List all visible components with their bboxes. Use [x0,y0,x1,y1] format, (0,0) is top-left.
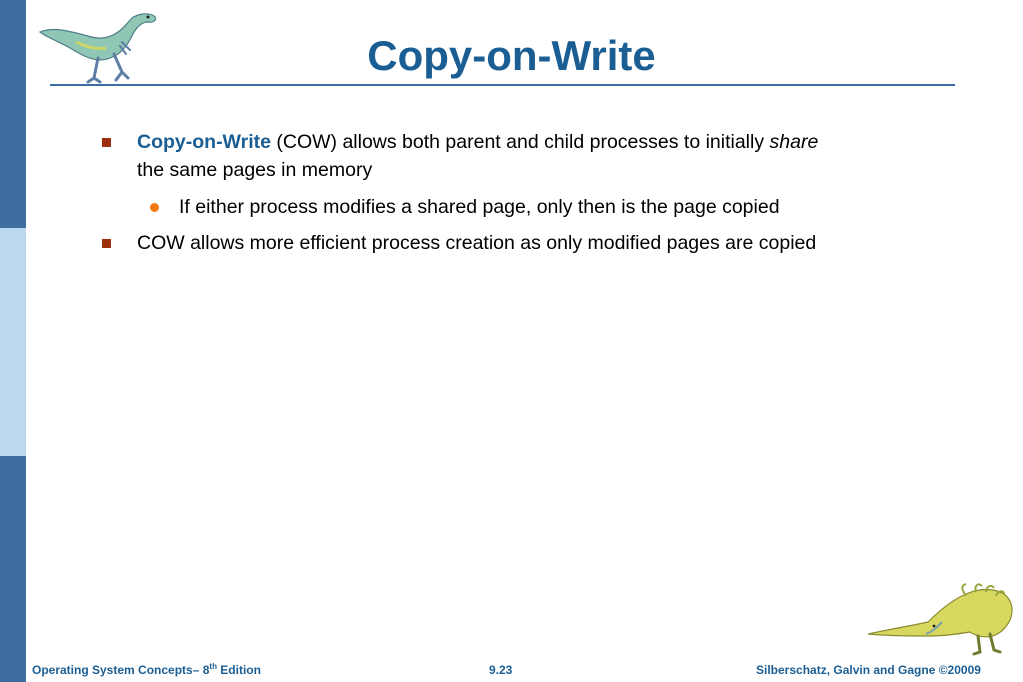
sidebar-band [0,0,26,682]
square-bullet-icon [102,138,111,147]
footer-edition-suffix: Edition [216,663,261,677]
footer-edition-prefix: – 8 [192,663,210,677]
bullet-1-line-2: the same pages in memory [137,159,373,181]
footer-book-title [32,662,261,678]
bullet-1-text-a: (COW) allows both parent and child processes to initially [270,131,770,153]
footer-page-number: 9.23 [489,663,513,677]
sub-bullet-text: If either process modifies a shared page, only then is the page copied [179,196,780,218]
bullet-2-text: COW allows more efficient process creation as only modified pages are copied [137,232,817,254]
square-bullet-icon [102,239,111,248]
bullet-1-line-1 [137,129,818,155]
slide-title: Copy-on-Write [367,32,656,79]
bullet-1-emphasis: share [769,131,819,153]
footer-book-name: Operating System Concepts [32,663,193,677]
sidebar-segment-bottom [0,456,26,682]
title-divider [50,84,955,86]
footer-edition-sup: th [209,662,217,671]
footer-copyright: Silberschatz, Galvin and Gagne ©20009 [756,663,981,677]
sidebar-segment-middle [0,228,26,456]
bullet-1-lead-term: Copy-on-Write [137,131,271,153]
dinosaur-bottom-right-icon [866,582,1018,656]
round-bullet-icon [150,203,159,212]
